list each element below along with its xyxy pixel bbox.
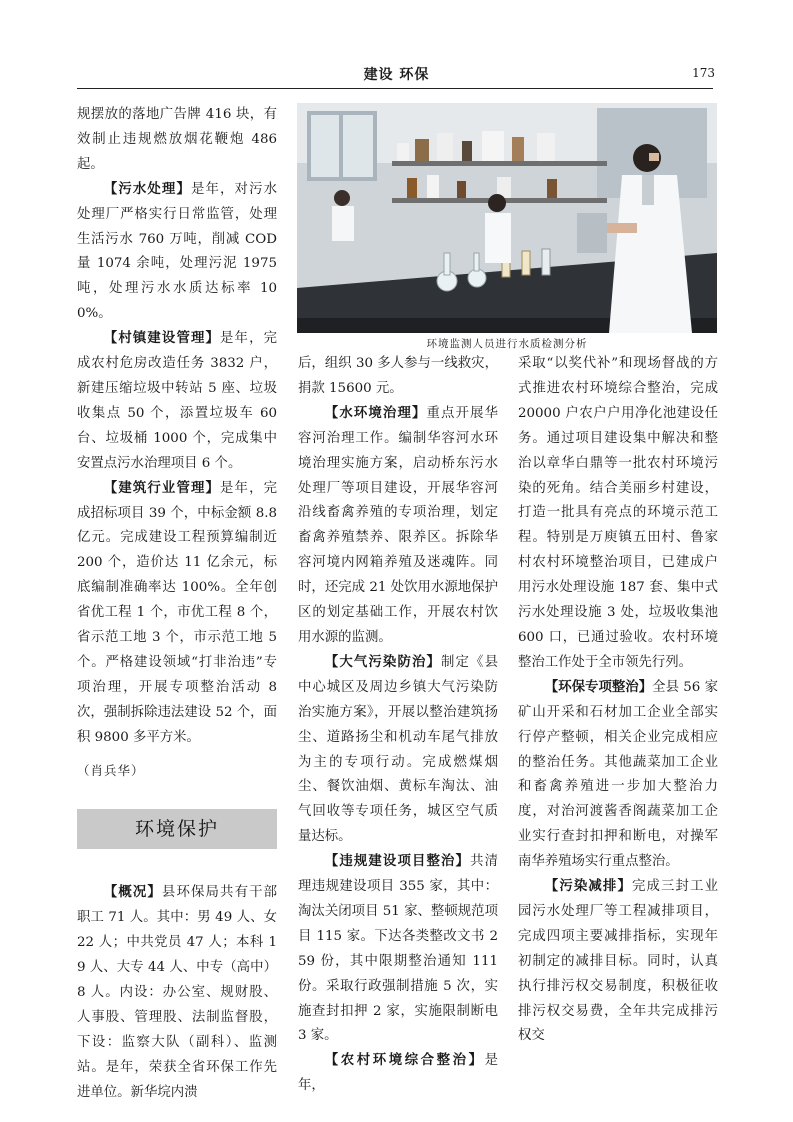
heading-special: 【环保专项整治】 — [544, 679, 653, 695]
text-sewage: 是年，对污水处理厂严格实行日常监管，处理生活污水 760 万吨，削减 COD 量 1074 余吨，处理污泥 1975 吨，处理污水水质达标率 100%。 — [77, 181, 278, 322]
paragraph-sewage — [77, 178, 277, 327]
heading-rural: 【农村环境综合整治】 — [324, 1053, 485, 1069]
paragraph-village — [77, 327, 277, 476]
section-title-box — [77, 809, 277, 849]
section-title: 环境保护 — [134, 818, 219, 841]
author-credit: （肖兵华） — [77, 762, 145, 778]
heading-air: 【大气污染防治】 — [324, 654, 442, 670]
text-water: 重点开展华容河治理工作。编制华容河水环境治理实施方案，启动桥东污水处理厂等项目建设，开展华容河沿线畜禽养殖的专项治理，划定畜禽养殖禁养、限养区。拆除华容河境内网箱养殖及迷魂阵。同时，还完成 21 处饮用水源地保护区的划定基础工作，开展农村饮用水源的监测。 — [298, 405, 499, 645]
paragraph-overview-continued: 后，组织 30 多人参与一线救灾，捐款 15600 元。 — [298, 356, 498, 396]
text-reduction: 完成三封工业园污水处理厂等工程减排项目，完成四项主要减排指标，实现年初制定的减排目标。同时，认真执行排污权交易制度，积极征收排污权交易费，全年共完成排污权交 — [518, 879, 719, 1044]
lab-photo — [297, 103, 717, 333]
text-building: 是年，完成招标项目 39 个，中标金额 8.8 亿元。完成建设工程预算编制近 200 个，造价达 11 亿余元，标底编制准确率达 100%。全年创省优工程 1 个，市优工程 8 个，省示范工地 3 个，市示范工地 5 个。严格建设领域“打非治违”专项治理，开展专项整治活动 8 次，强制拆除违法建设 52 个，面积 9800 多平方米。 — [77, 480, 278, 745]
paragraph-air — [298, 651, 498, 850]
text-overview: 县环保局共有干部职工 71 人。其中：男 49 人、女 22 人；中共党员 47 人；本科 19 人、大专 44 人、中专（高中）8 人。内设：办公室、规财股、人事股、管理股、法制监督股，下设：监察大队（副科）、监测站。是年，荣获全省环保工作先进单位。新华垸内溃 — [77, 885, 278, 1100]
text-rural: 是年， — [298, 1053, 498, 1094]
paragraph-rural-continued: 采取“以奖代补”和现场督战的方式推进农村环境综合整治，完成 20000 户农户户用净化池建设任务。通过项目建设集中解决和整治以章华白鼎等一批农村环境污染的死角。结合美丽乡村建设，打造一批具有亮点的环境示范工程。特别是万庾镇五田村、鲁家村农村环境整治项目，已建成户用污水处理设施 187 套、集中式污水处理设施 3 处，垃圾收集池 600 口，已通过验收。农村环境整治工作处于全市领先行列。 — [518, 356, 718, 670]
page-number: 173 — [692, 66, 715, 80]
photo-caption: 环境监测人员进行水质检测分析 — [426, 338, 588, 350]
paragraph-illegal-projects — [298, 850, 498, 1049]
paragraph-special — [518, 676, 718, 875]
text-village: 是年，完成农村危房改造任务 3832 户，新建压缩垃圾中转站 5 座、垃圾收集点 50 个，添置垃圾车 60 台、垃圾桶 1000 个，完成集中安置点污水治理项目 6 个。 — [77, 331, 278, 471]
lab-photo-illustration — [297, 103, 717, 333]
paragraph-water — [298, 402, 498, 651]
paragraph-building — [77, 477, 277, 751]
header-rule — [77, 88, 713, 89]
text-illegal-projects: 共清理违规建设项目 355 家，其中：淘汰关闭项目 51 家、整顿规范项目 115 家。下达各类整改文书 259 份，其中限期整治通知 111 份。采取行政强制措施 5 次，实施查封扣押 2 家，实施限制断电 3 家。 — [298, 854, 499, 1044]
heading-building: 【建筑行业管理】 — [103, 480, 221, 496]
paragraph-overview — [77, 881, 277, 1105]
column-1 — [77, 103, 277, 1106]
heading-sewage: 【污水处理】 — [103, 181, 191, 197]
text-air: 制定《县中心城区及周边乡镇大气污染防治实施方案》，开展以整治建筑扬尘、道路扬尘和机动车尾气排放为主的专项行动。完成燃煤烟尘、餐饮油烟、黄标车淘汰、油气回收等专项任务，城区空气质量达标。 — [298, 654, 499, 845]
paragraph-rural — [298, 1049, 498, 1099]
column-3 — [518, 352, 718, 1049]
paragraph-intro-continued: 规摆放的落地广告牌 416 块，有效制止违规燃放烟花鞭炮 486 起。 — [77, 107, 277, 172]
heading-overview: 【概况】 — [103, 885, 162, 901]
column-2 — [298, 352, 498, 1099]
heading-reduction: 【污染减排】 — [544, 879, 632, 895]
heading-village: 【村镇建设管理】 — [103, 331, 221, 347]
paragraph-reduction — [518, 875, 718, 1049]
text-special: 全县 56 家矿山开采和石材加工企业全部实行停产整顿，相关企业完成相应的整治任务。其他蔬菜加工企业和畜禽养殖进一步加大整治力度，对治河渡酱香阁蔬菜加工企业实行查封扣押和断电，对操军南华养殖场实行重点整治。 — [518, 679, 718, 870]
heading-water: 【水环境治理】 — [324, 405, 427, 421]
running-header-title: 建设 环保 — [363, 67, 430, 83]
heading-illegal-projects: 【违规建设项目整治】 — [324, 854, 471, 870]
